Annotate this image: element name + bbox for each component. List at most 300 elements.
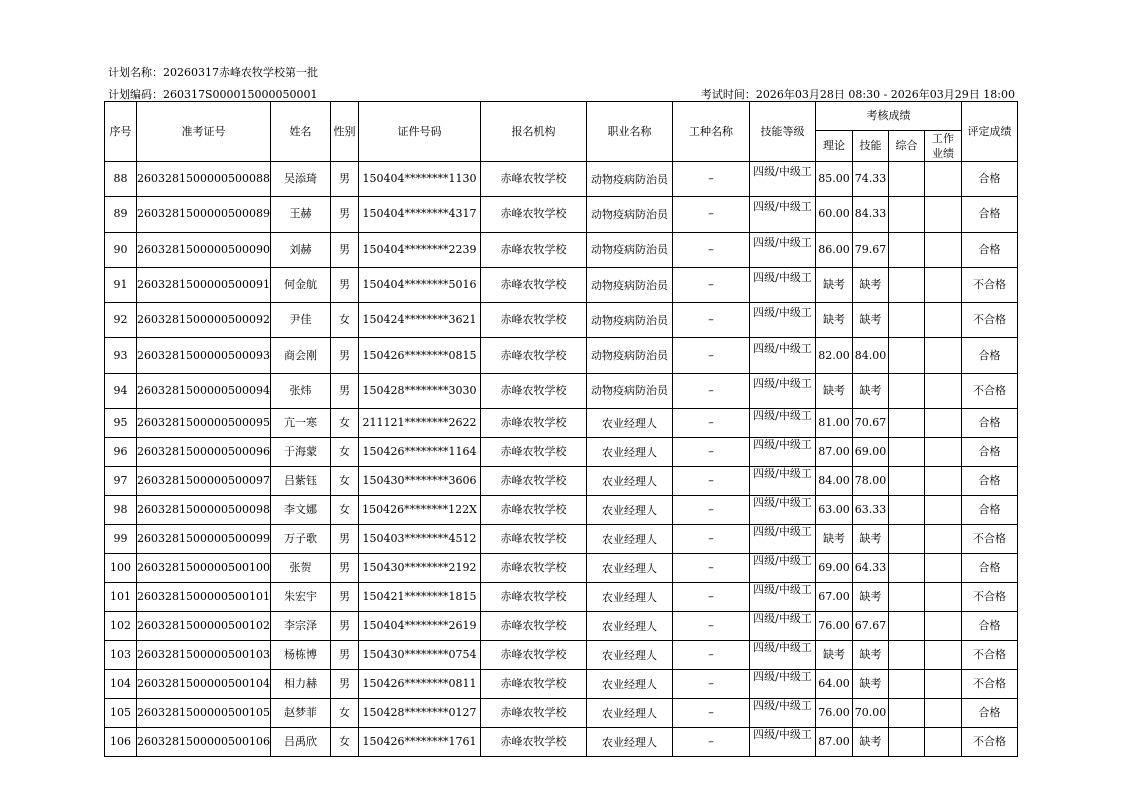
cell-id-number: 150404********1130 — [359, 162, 481, 197]
col-header-skill: 技能 — [853, 131, 889, 162]
cell-org: 赤峰农牧学校 — [481, 232, 587, 267]
cell-skill: 78.00 — [853, 467, 889, 496]
cell-skill-level — [750, 267, 816, 302]
cell-seq: 89 — [105, 197, 137, 232]
cell-skill-level-text: 四级/中级工 — [753, 670, 812, 684]
cell-work-type: – — [673, 612, 750, 641]
cell-skill: 缺考 — [853, 373, 889, 408]
cell-comprehensive — [889, 612, 925, 641]
cell-name: 李文娜 — [271, 496, 331, 525]
cell-theory: 86.00 — [816, 232, 853, 267]
cell-gender: 男 — [331, 670, 359, 699]
cell-skill-level-text: 四级/中级工 — [753, 612, 812, 626]
cell-occupation-text: 农业经理人 — [602, 590, 657, 604]
cell-comprehensive — [889, 338, 925, 373]
cell-seq: 104 — [105, 670, 137, 699]
cell-skill: 缺考 — [853, 728, 889, 757]
cell-theory: 缺考 — [816, 641, 853, 670]
cell-gender: 女 — [331, 699, 359, 728]
cell-id-number: 150426********0815 — [359, 338, 481, 373]
cell-org: 赤峰农牧学校 — [481, 467, 587, 496]
cell-work-type: – — [673, 409, 750, 438]
cell-comprehensive — [889, 699, 925, 728]
cell-result: 合格 — [962, 409, 1018, 438]
cell-skill: 84.00 — [853, 338, 889, 373]
col-header-seq: 序号 — [105, 102, 137, 162]
cell-skill: 缺考 — [853, 303, 889, 338]
col-header-work-type: 工种名称 — [673, 102, 750, 162]
cell-work-type: – — [673, 162, 750, 197]
cell-skill-level-text: 四级/中级工 — [753, 438, 812, 452]
cell-skill-level — [750, 409, 816, 438]
cell-skill-level — [750, 162, 816, 197]
cell-theory: 87.00 — [816, 438, 853, 467]
cell-occupation-text: 动物疫病防治员 — [591, 243, 668, 257]
cell-id-number: 150404********5016 — [359, 267, 481, 302]
cell-occupation-text: 动物疫病防治员 — [591, 278, 668, 292]
cell-theory: 67.00 — [816, 583, 853, 612]
cell-theory: 84.00 — [816, 467, 853, 496]
cell-theory: 81.00 — [816, 409, 853, 438]
col-header-scores-group: 考核成绩 — [816, 102, 962, 131]
cell-work-performance — [925, 409, 962, 438]
table-row — [105, 467, 1018, 496]
cell-gender: 女 — [331, 303, 359, 338]
cell-ticket: 2603281500000500100 — [137, 554, 271, 583]
cell-seq: 103 — [105, 641, 137, 670]
cell-org: 赤峰农牧学校 — [481, 612, 587, 641]
cell-occupation — [587, 525, 673, 554]
cell-occupation-text: 农业经理人 — [602, 677, 657, 691]
cell-occupation — [587, 267, 673, 302]
col-header-id-number: 证件号码 — [359, 102, 481, 162]
cell-seq: 95 — [105, 409, 137, 438]
cell-comprehensive — [889, 583, 925, 612]
cell-skill-level — [750, 612, 816, 641]
cell-theory: 缺考 — [816, 525, 853, 554]
table-row — [105, 728, 1018, 757]
cell-skill-level-text: 四级/中级工 — [753, 583, 812, 597]
cell-skill-level — [750, 197, 816, 232]
cell-comprehensive — [889, 554, 925, 583]
cell-skill: 67.67 — [853, 612, 889, 641]
cell-gender: 男 — [331, 554, 359, 583]
cell-name: 杨栋博 — [271, 641, 331, 670]
cell-skill-level — [750, 232, 816, 267]
cell-work-type: – — [673, 583, 750, 612]
cell-skill: 79.67 — [853, 232, 889, 267]
cell-id-number: 150403********4512 — [359, 525, 481, 554]
cell-skill: 缺考 — [853, 525, 889, 554]
cell-result: 合格 — [962, 232, 1018, 267]
cell-skill: 64.33 — [853, 554, 889, 583]
cell-ticket: 2603281500000500105 — [137, 699, 271, 728]
cell-work-type: – — [673, 232, 750, 267]
cell-occupation — [587, 373, 673, 408]
cell-occupation — [587, 338, 673, 373]
cell-work-type: – — [673, 641, 750, 670]
cell-id-number: 150424********3621 — [359, 303, 481, 338]
cell-id-number: 150426********122X — [359, 496, 481, 525]
cell-ticket: 2603281500000500092 — [137, 303, 271, 338]
cell-seq: 91 — [105, 267, 137, 302]
cell-gender: 男 — [331, 525, 359, 554]
cell-skill-level-text: 四级/中级工 — [753, 467, 812, 481]
cell-theory: 76.00 — [816, 612, 853, 641]
table-row — [105, 438, 1018, 467]
cell-work-type: – — [673, 699, 750, 728]
cell-name: 刘赫 — [271, 232, 331, 267]
table-row — [105, 267, 1018, 302]
cell-org: 赤峰农牧学校 — [481, 267, 587, 302]
cell-seq: 101 — [105, 583, 137, 612]
cell-occupation — [587, 303, 673, 338]
cell-name: 何金航 — [271, 267, 331, 302]
cell-skill: 缺考 — [853, 267, 889, 302]
results-body — [105, 162, 1018, 757]
plan-code: 计划编码：260317S000015000050001 — [108, 88, 318, 101]
cell-theory: 缺考 — [816, 303, 853, 338]
cell-theory: 60.00 — [816, 197, 853, 232]
cell-name: 相力赫 — [271, 670, 331, 699]
cell-work-type: – — [673, 303, 750, 338]
cell-skill-level — [750, 525, 816, 554]
cell-comprehensive — [889, 438, 925, 467]
cell-skill: 74.33 — [853, 162, 889, 197]
table-row — [105, 670, 1018, 699]
cell-org: 赤峰农牧学校 — [481, 641, 587, 670]
results-table — [104, 101, 1018, 757]
cell-skill-level-text: 四级/中级工 — [753, 341, 812, 355]
cell-skill-level — [750, 641, 816, 670]
cell-skill-level — [750, 303, 816, 338]
cell-ticket: 2603281500000500091 — [137, 267, 271, 302]
cell-name: 尹佳 — [271, 303, 331, 338]
cell-gender: 女 — [331, 438, 359, 467]
cell-gender: 男 — [331, 641, 359, 670]
cell-id-number: 150428********0127 — [359, 699, 481, 728]
cell-comprehensive — [889, 409, 925, 438]
cell-id-number: 150426********0811 — [359, 670, 481, 699]
cell-ticket: 2603281500000500099 — [137, 525, 271, 554]
cell-comprehensive — [889, 496, 925, 525]
cell-id-number: 150426********1164 — [359, 438, 481, 467]
cell-occupation-text: 农业经理人 — [602, 445, 657, 459]
cell-skill-level-text: 四级/中级工 — [753, 306, 812, 320]
cell-result: 不合格 — [962, 373, 1018, 408]
cell-work-performance — [925, 641, 962, 670]
cell-ticket: 2603281500000500096 — [137, 438, 271, 467]
cell-org: 赤峰农牧学校 — [481, 197, 587, 232]
work-header-line2: 业绩 — [932, 147, 954, 160]
cell-work-type: – — [673, 670, 750, 699]
cell-seq: 90 — [105, 232, 137, 267]
table-row — [105, 496, 1018, 525]
table-row — [105, 373, 1018, 408]
cell-theory: 82.00 — [816, 338, 853, 373]
cell-result: 合格 — [962, 338, 1018, 373]
cell-work-performance — [925, 612, 962, 641]
cell-seq: 96 — [105, 438, 137, 467]
table-row — [105, 612, 1018, 641]
cell-ticket: 2603281500000500093 — [137, 338, 271, 373]
cell-skill-level-text: 四级/中级工 — [753, 165, 812, 179]
cell-skill-level-text: 四级/中级工 — [753, 409, 812, 423]
col-header-result: 评定成绩 — [962, 102, 1018, 162]
cell-work-type: – — [673, 525, 750, 554]
cell-occupation-text: 动物疫病防治员 — [591, 313, 668, 327]
cell-comprehensive — [889, 197, 925, 232]
cell-name: 吕紫钰 — [271, 467, 331, 496]
cell-id-number: 150404********2619 — [359, 612, 481, 641]
cell-result: 不合格 — [962, 641, 1018, 670]
cell-theory: 85.00 — [816, 162, 853, 197]
cell-comprehensive — [889, 232, 925, 267]
cell-seq: 92 — [105, 303, 137, 338]
table-row — [105, 641, 1018, 670]
cell-occupation — [587, 728, 673, 757]
cell-occupation-text: 动物疫病防治员 — [591, 349, 668, 363]
cell-skill-level — [750, 583, 816, 612]
col-header-skill-level: 技能等级 — [750, 102, 816, 162]
cell-name: 李宗泽 — [271, 612, 331, 641]
cell-skill: 缺考 — [853, 670, 889, 699]
cell-ticket: 2603281500000500089 — [137, 197, 271, 232]
cell-name: 朱宏宇 — [271, 583, 331, 612]
cell-result: 合格 — [962, 438, 1018, 467]
cell-id-number: 211121********2622 — [359, 409, 481, 438]
cell-occupation — [587, 496, 673, 525]
cell-occupation — [587, 438, 673, 467]
cell-comprehensive — [889, 641, 925, 670]
cell-skill-level — [750, 728, 816, 757]
cell-skill-level-text: 四级/中级工 — [753, 525, 812, 539]
cell-occupation — [587, 467, 673, 496]
cell-occupation-text: 农业经理人 — [602, 735, 657, 749]
cell-occupation-text: 动物疫病防治员 — [591, 384, 668, 398]
cell-org: 赤峰农牧学校 — [481, 728, 587, 757]
cell-work-type: – — [673, 467, 750, 496]
cell-seq: 105 — [105, 699, 137, 728]
cell-result: 合格 — [962, 612, 1018, 641]
cell-occupation — [587, 583, 673, 612]
cell-comprehensive — [889, 525, 925, 554]
cell-result: 合格 — [962, 699, 1018, 728]
cell-skill-level — [750, 670, 816, 699]
cell-work-performance — [925, 670, 962, 699]
plan-name: 计划名称：20260317赤峰农牧学校第一批 — [108, 66, 318, 79]
cell-work-type: – — [673, 338, 750, 373]
cell-work-type: – — [673, 554, 750, 583]
exam-time: 考试时间：2026年03月28日 08:30 - 2026年03月29日 18:00 — [700, 88, 1015, 101]
cell-skill-level — [750, 373, 816, 408]
cell-skill-level — [750, 554, 816, 583]
cell-occupation-text: 农业经理人 — [602, 474, 657, 488]
cell-skill-level-text: 四级/中级工 — [753, 496, 812, 510]
cell-id-number: 150404********4317 — [359, 197, 481, 232]
cell-occupation — [587, 197, 673, 232]
cell-org: 赤峰农牧学校 — [481, 338, 587, 373]
cell-skill: 69.00 — [853, 438, 889, 467]
cell-theory: 64.00 — [816, 670, 853, 699]
cell-gender: 男 — [331, 373, 359, 408]
cell-ticket: 2603281500000500098 — [137, 496, 271, 525]
cell-occupation — [587, 612, 673, 641]
cell-ticket: 2603281500000500088 — [137, 162, 271, 197]
cell-gender: 女 — [331, 496, 359, 525]
cell-skill-level-text: 四级/中级工 — [753, 271, 812, 285]
cell-gender: 男 — [331, 612, 359, 641]
cell-occupation-text: 农业经理人 — [602, 416, 657, 430]
cell-work-type: – — [673, 438, 750, 467]
cell-skill-level-text: 四级/中级工 — [753, 699, 812, 713]
cell-org: 赤峰农牧学校 — [481, 525, 587, 554]
cell-result: 合格 — [962, 467, 1018, 496]
cell-work-performance — [925, 699, 962, 728]
cell-work-performance — [925, 303, 962, 338]
cell-id-number: 150426********1761 — [359, 728, 481, 757]
cell-org: 赤峰农牧学校 — [481, 670, 587, 699]
cell-skill: 63.33 — [853, 496, 889, 525]
cell-gender: 女 — [331, 409, 359, 438]
cell-seq: 98 — [105, 496, 137, 525]
cell-gender: 男 — [331, 162, 359, 197]
work-header-line1: 工作 — [932, 132, 954, 145]
cell-seq: 94 — [105, 373, 137, 408]
col-header-occupation: 职业名称 — [587, 102, 673, 162]
cell-result: 合格 — [962, 197, 1018, 232]
cell-org: 赤峰农牧学校 — [481, 583, 587, 612]
cell-gender: 女 — [331, 467, 359, 496]
cell-org: 赤峰农牧学校 — [481, 303, 587, 338]
cell-name: 赵梦菲 — [271, 699, 331, 728]
cell-gender: 男 — [331, 338, 359, 373]
cell-work-type: – — [673, 373, 750, 408]
cell-work-performance — [925, 525, 962, 554]
cell-skill-level-text: 四级/中级工 — [753, 554, 812, 568]
cell-result: 不合格 — [962, 670, 1018, 699]
cell-theory: 缺考 — [816, 267, 853, 302]
cell-work-performance — [925, 162, 962, 197]
table-row — [105, 554, 1018, 583]
cell-gender: 男 — [331, 197, 359, 232]
cell-org: 赤峰农牧学校 — [481, 162, 587, 197]
cell-result: 合格 — [962, 554, 1018, 583]
cell-name: 张贺 — [271, 554, 331, 583]
cell-result: 不合格 — [962, 303, 1018, 338]
cell-id-number: 150421********1815 — [359, 583, 481, 612]
cell-id-number: 150430********3606 — [359, 467, 481, 496]
cell-work-type: – — [673, 728, 750, 757]
cell-comprehensive — [889, 373, 925, 408]
cell-org: 赤峰农牧学校 — [481, 496, 587, 525]
cell-work-performance — [925, 467, 962, 496]
cell-ticket: 2603281500000500103 — [137, 641, 271, 670]
col-header-name: 姓名 — [271, 102, 331, 162]
cell-occupation-text: 动物疫病防治员 — [591, 172, 668, 186]
cell-work-performance — [925, 197, 962, 232]
cell-theory: 63.00 — [816, 496, 853, 525]
cell-work-performance — [925, 438, 962, 467]
col-header-comprehensive: 综合 — [889, 131, 925, 162]
cell-seq: 88 — [105, 162, 137, 197]
cell-occupation-text: 农业经理人 — [602, 706, 657, 720]
cell-name: 张炜 — [271, 373, 331, 408]
table-row — [105, 525, 1018, 554]
cell-ticket: 2603281500000500097 — [137, 467, 271, 496]
cell-ticket: 2603281500000500102 — [137, 612, 271, 641]
cell-gender: 男 — [331, 232, 359, 267]
cell-id-number: 150430********0754 — [359, 641, 481, 670]
table-row — [105, 409, 1018, 438]
cell-comprehensive — [889, 303, 925, 338]
table-row — [105, 338, 1018, 373]
cell-occupation — [587, 641, 673, 670]
cell-id-number: 150428********3030 — [359, 373, 481, 408]
cell-ticket: 2603281500000500104 — [137, 670, 271, 699]
cell-org: 赤峰农牧学校 — [481, 409, 587, 438]
table-row — [105, 303, 1018, 338]
cell-ticket: 2603281500000500106 — [137, 728, 271, 757]
cell-name: 吴添琦 — [271, 162, 331, 197]
cell-work-performance — [925, 583, 962, 612]
cell-skill-level — [750, 467, 816, 496]
cell-seq: 102 — [105, 612, 137, 641]
cell-occupation — [587, 670, 673, 699]
cell-occupation-text: 农业经理人 — [602, 532, 657, 546]
cell-work-performance — [925, 373, 962, 408]
cell-skill-level — [750, 496, 816, 525]
cell-work-performance — [925, 496, 962, 525]
cell-skill-level — [750, 699, 816, 728]
cell-theory: 76.00 — [816, 699, 853, 728]
cell-result: 不合格 — [962, 728, 1018, 757]
cell-skill: 70.00 — [853, 699, 889, 728]
cell-comprehensive — [889, 162, 925, 197]
cell-name: 万子歌 — [271, 525, 331, 554]
cell-skill-level — [750, 338, 816, 373]
cell-occupation-text: 农业经理人 — [602, 648, 657, 662]
cell-org: 赤峰农牧学校 — [481, 699, 587, 728]
cell-name: 吕禹欣 — [271, 728, 331, 757]
cell-occupation — [587, 699, 673, 728]
col-header-org: 报名机构 — [481, 102, 587, 162]
cell-ticket: 2603281500000500090 — [137, 232, 271, 267]
cell-work-type: – — [673, 496, 750, 525]
cell-ticket: 2603281500000500094 — [137, 373, 271, 408]
cell-skill: 缺考 — [853, 583, 889, 612]
cell-occupation — [587, 409, 673, 438]
cell-occupation — [587, 232, 673, 267]
table-row — [105, 162, 1018, 197]
cell-theory: 87.00 — [816, 728, 853, 757]
cell-occupation-text: 动物疫病防治员 — [591, 207, 668, 221]
cell-skill-level — [750, 438, 816, 467]
cell-ticket: 2603281500000500095 — [137, 409, 271, 438]
cell-skill: 84.33 — [853, 197, 889, 232]
cell-comprehensive — [889, 670, 925, 699]
cell-org: 赤峰农牧学校 — [481, 373, 587, 408]
cell-name: 王赫 — [271, 197, 331, 232]
cell-occupation — [587, 162, 673, 197]
cell-work-performance — [925, 728, 962, 757]
table-row — [105, 699, 1018, 728]
cell-work-performance — [925, 232, 962, 267]
cell-skill-level-text: 四级/中级工 — [753, 641, 812, 655]
cell-name: 亢一寒 — [271, 409, 331, 438]
cell-seq: 100 — [105, 554, 137, 583]
cell-skill-level-text: 四级/中级工 — [753, 728, 812, 742]
